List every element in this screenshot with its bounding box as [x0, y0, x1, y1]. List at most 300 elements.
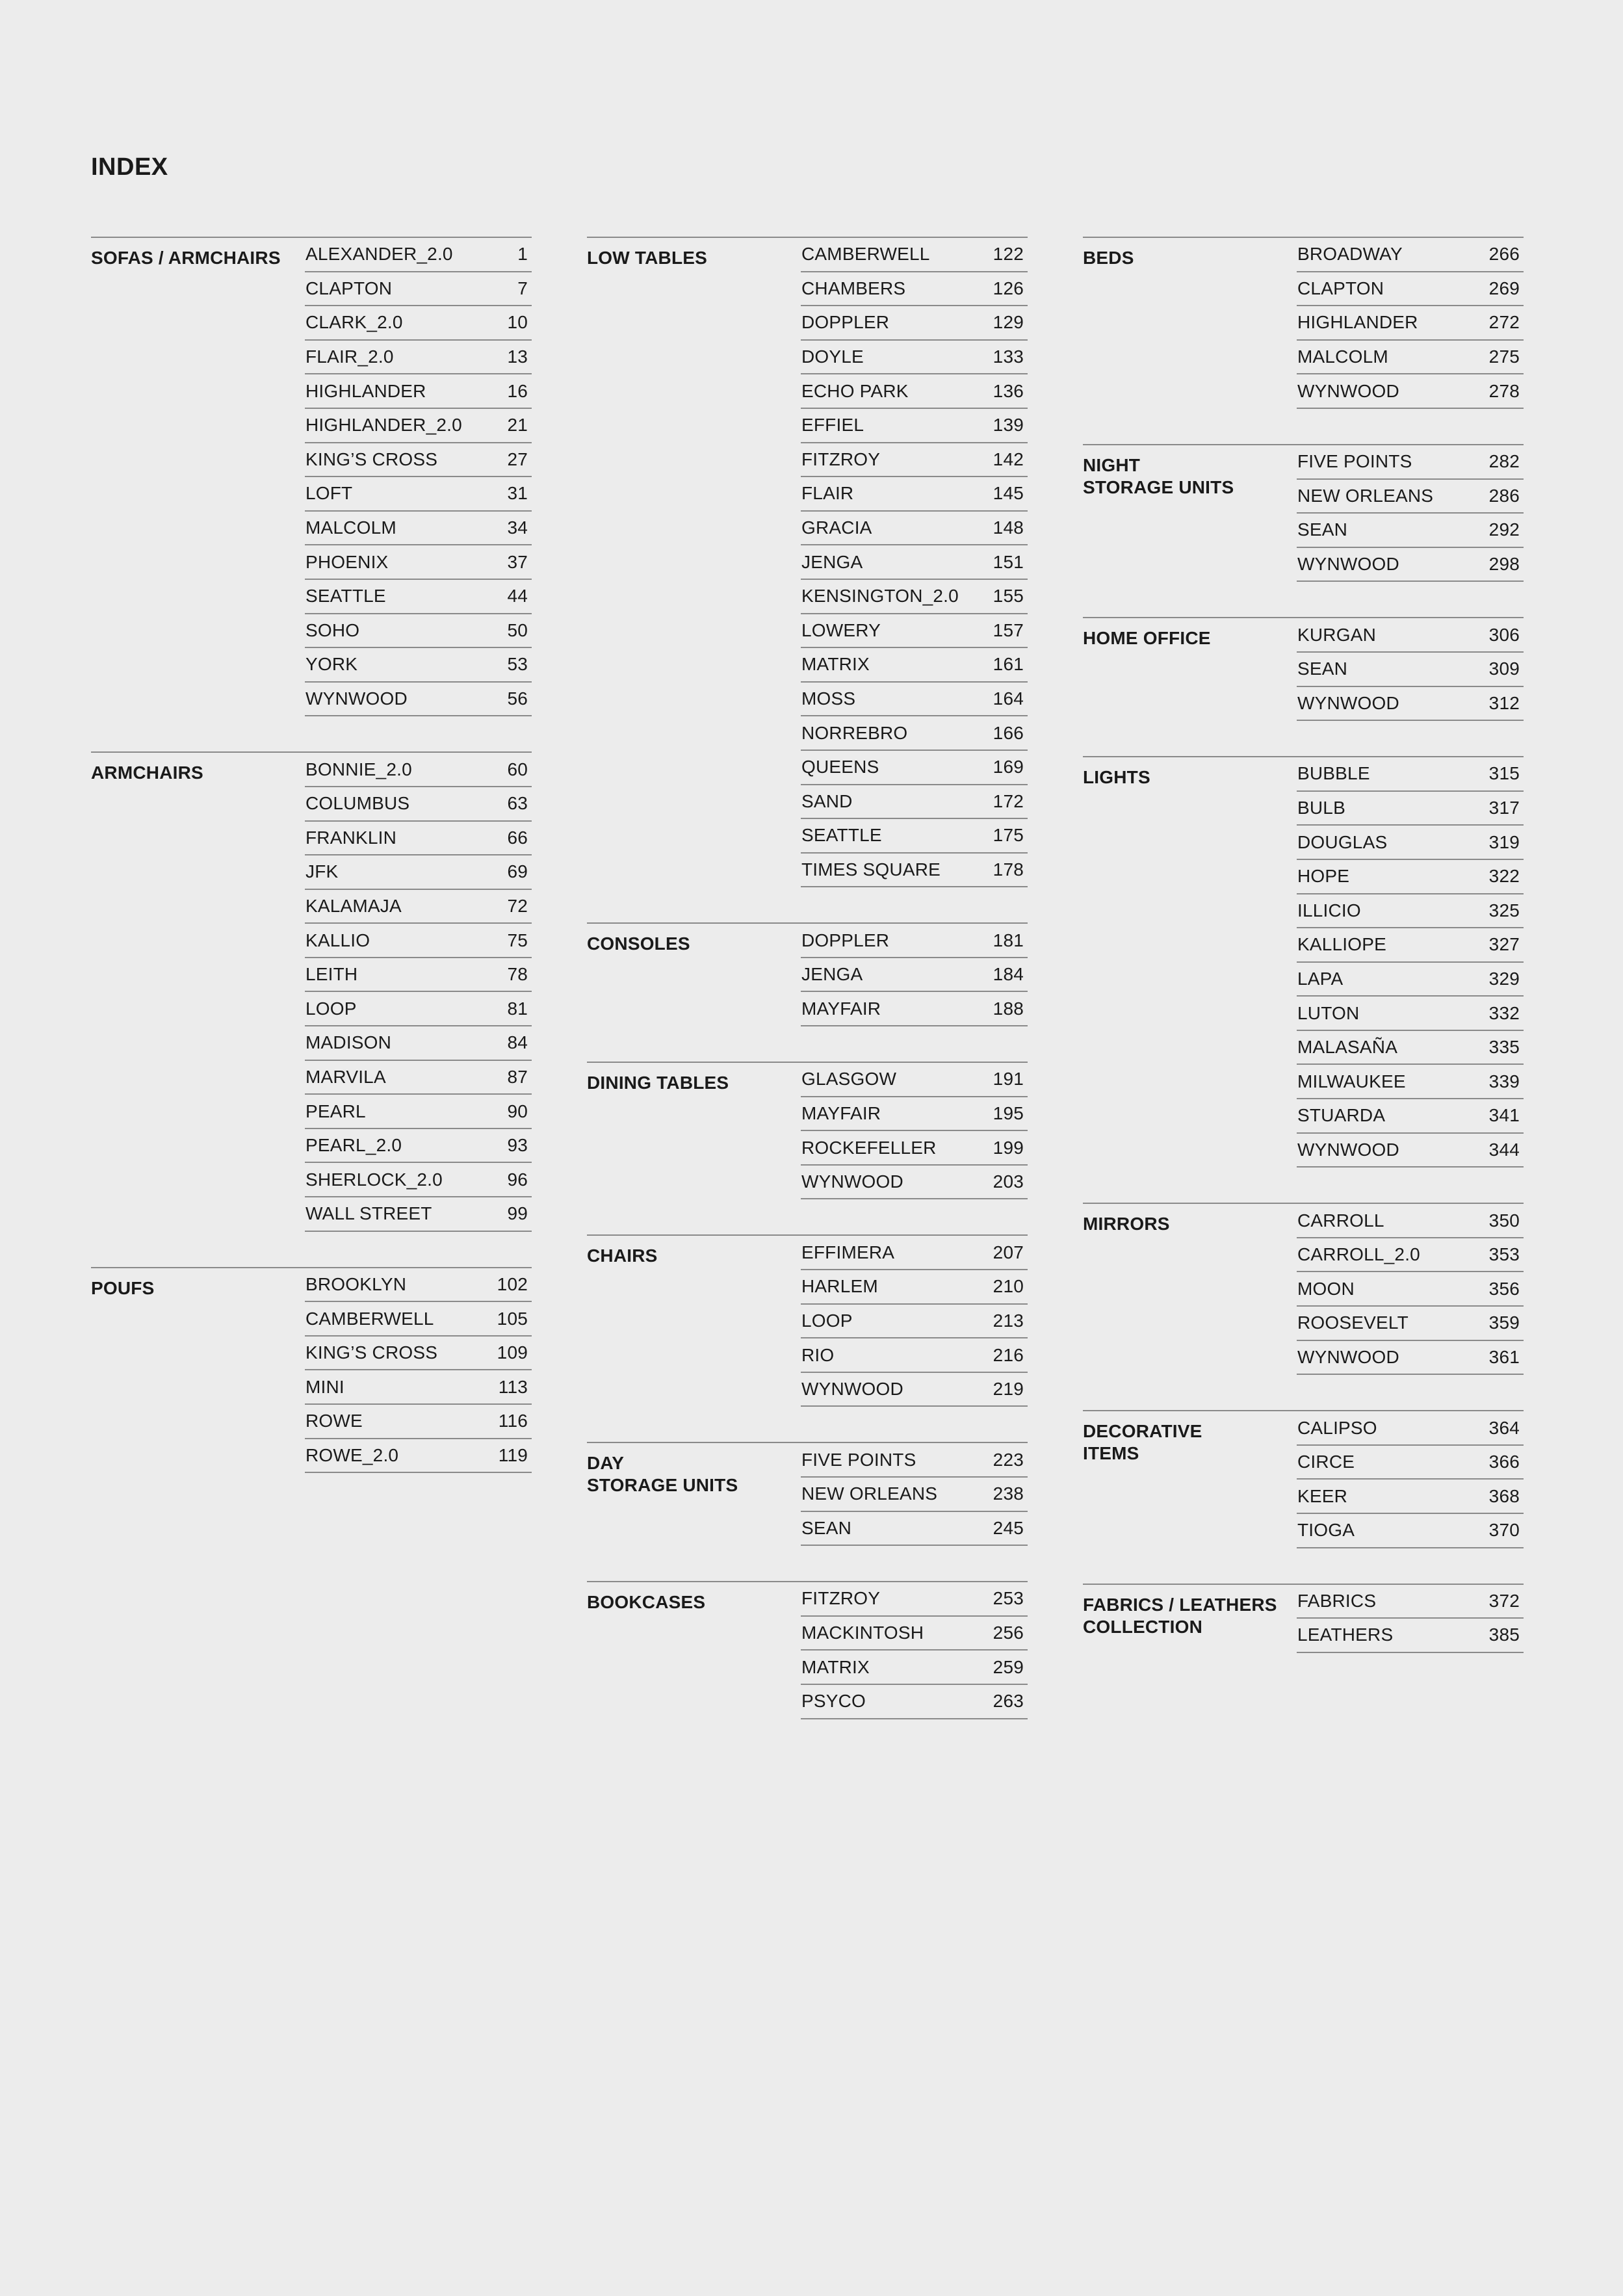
- entry-page-number: 172: [993, 790, 1024, 811]
- entry-page-number: 21: [507, 415, 528, 436]
- entry-page-number: 161: [993, 654, 1024, 675]
- entry-page-number: 13: [507, 346, 528, 367]
- index-entry: [801, 819, 1028, 854]
- entry-page-number: 199: [993, 1137, 1024, 1158]
- index-entry: [305, 822, 532, 856]
- index-entry: [305, 683, 532, 717]
- section-title: DECORATIVE ITEMS: [1083, 1421, 1202, 1464]
- entry-page-number: 298: [1488, 554, 1520, 575]
- entry-page-number: 126: [993, 278, 1024, 298]
- index-entry: [305, 477, 532, 512]
- entry-page-number: 253: [993, 1588, 1024, 1609]
- entry-name: SHERLOCK_2.0: [305, 1169, 443, 1190]
- entry-list: [305, 238, 532, 716]
- index-entry: [801, 512, 1028, 546]
- entry-name: KALLIOPE: [1297, 934, 1387, 955]
- index-entry: [801, 1512, 1028, 1546]
- entry-name: RIO: [801, 1344, 835, 1365]
- index-entry: [801, 545, 1028, 580]
- section-title: SOFAS / ARMCHAIRS: [91, 248, 281, 268]
- entry-page-number: 37: [507, 551, 528, 572]
- entry-page-number: 359: [1488, 1312, 1520, 1333]
- index-section-fabrics-leathers-collection: [1083, 1584, 1524, 1653]
- entry-page-number: 292: [1488, 519, 1520, 540]
- index-entry: [305, 1337, 532, 1371]
- index-entry: [801, 1617, 1028, 1651]
- index-entry: [1297, 480, 1524, 514]
- index-entry: [801, 306, 1028, 341]
- entry-name: KURGAN: [1297, 624, 1376, 645]
- entry-name: KING’S CROSS: [305, 449, 438, 469]
- index-section-day-storage-units: [587, 1442, 1028, 1546]
- entry-name: BUBBLE: [1297, 763, 1370, 784]
- entry-page-number: 175: [993, 825, 1024, 846]
- section-title: BEDS: [1083, 248, 1134, 268]
- entry-name: KALAMAJA: [305, 895, 402, 916]
- index-entry: [305, 648, 532, 683]
- entry-page-number: 113: [498, 1376, 528, 1397]
- index-entry: [801, 1305, 1028, 1339]
- index-entry: [1297, 1514, 1524, 1548]
- index-entry: [305, 512, 532, 546]
- entry-list: [1297, 238, 1524, 409]
- entry-page-number: 34: [507, 517, 528, 538]
- entry-name: WYNWOOD: [1297, 1346, 1399, 1367]
- entry-page-number: 188: [993, 998, 1024, 1019]
- index-entry: [305, 1061, 532, 1095]
- entry-name: WYNWOOD: [1297, 692, 1399, 713]
- index-entry: [1297, 687, 1524, 722]
- index-entry: [801, 854, 1028, 888]
- entry-page-number: 272: [1488, 312, 1520, 333]
- index-entry: [801, 272, 1028, 307]
- entry-page-number: 69: [507, 861, 528, 882]
- index-section-sofas-armchairs: [91, 237, 532, 716]
- index-entry: [1297, 1585, 1524, 1619]
- entry-name: CAMBERWELL: [305, 1308, 434, 1329]
- entry-list: [305, 753, 532, 1231]
- index-entry: [305, 580, 532, 614]
- entry-name: LAPA: [1297, 968, 1344, 989]
- entry-name: ALEXANDER_2.0: [305, 244, 453, 265]
- entry-name: KALLIO: [305, 930, 370, 950]
- entry-page-number: 102: [497, 1273, 528, 1294]
- entry-name: BONNIE_2.0: [305, 759, 412, 779]
- index-entry: [801, 1373, 1028, 1407]
- index-entry: [305, 306, 532, 341]
- entry-page-number: 145: [993, 483, 1024, 504]
- index-entry: [801, 1097, 1028, 1132]
- entry-name: WALL STREET: [305, 1203, 432, 1224]
- entry-page-number: 50: [507, 620, 528, 640]
- index-entry: [305, 1163, 532, 1197]
- entry-page-number: 166: [993, 722, 1024, 743]
- entry-page-number: 259: [993, 1656, 1024, 1677]
- index-entry: [1297, 1134, 1524, 1168]
- entry-name: HOPE: [1297, 866, 1350, 887]
- entry-page-number: 195: [993, 1102, 1024, 1123]
- entry-page-number: 370: [1488, 1520, 1520, 1541]
- entry-list: [1297, 445, 1524, 582]
- entry-name: LOWERY: [801, 620, 881, 640]
- entry-name: YORK: [305, 654, 358, 675]
- entry-name: KING’S CROSS: [305, 1342, 438, 1363]
- entry-page-number: 278: [1488, 380, 1520, 401]
- entry-name: SEATTLE: [801, 825, 882, 846]
- entry-page-number: 263: [993, 1691, 1024, 1712]
- index-entry: [305, 787, 532, 822]
- entry-page-number: 245: [993, 1517, 1024, 1538]
- entry-page-number: 155: [993, 586, 1024, 607]
- section-title: CHAIRS: [587, 1246, 658, 1266]
- entry-page-number: 372: [1488, 1590, 1520, 1611]
- index-entry: [1297, 792, 1524, 826]
- entry-name: MARVILA: [305, 1066, 386, 1087]
- section-title: HOME OFFICE: [1083, 628, 1211, 649]
- entry-page-number: 75: [507, 930, 528, 950]
- index-entry: [801, 1443, 1028, 1478]
- index-entry: [305, 238, 532, 272]
- index-entry: [801, 958, 1028, 993]
- entry-name: GLASGOW: [801, 1069, 897, 1089]
- index-entry: [1297, 1065, 1524, 1099]
- index-entry: [801, 924, 1028, 958]
- index-section-decorative-items: [1083, 1410, 1524, 1548]
- entry-name: MALCOLM: [305, 517, 396, 538]
- index-entry: [1297, 963, 1524, 997]
- section-title: ARMCHAIRS: [91, 763, 203, 783]
- entry-page-number: 317: [1488, 798, 1520, 818]
- entry-page-number: 207: [993, 1242, 1024, 1262]
- entry-name: CIRCE: [1297, 1452, 1355, 1472]
- entry-name: FITZROY: [801, 449, 881, 469]
- entry-name: HIGHLANDER: [305, 380, 426, 401]
- index-entry: [1297, 1031, 1524, 1065]
- entry-name: FIVE POINTS: [1297, 451, 1412, 472]
- entry-list: [801, 1582, 1028, 1719]
- index-entry: [801, 1582, 1028, 1617]
- entry-page-number: 72: [507, 895, 528, 916]
- index-entry: [1297, 1619, 1524, 1653]
- entry-name: SOHO: [305, 620, 360, 640]
- index-entry: [305, 374, 532, 409]
- entry-name: FITZROY: [801, 1588, 881, 1609]
- entry-name: CALIPSO: [1297, 1417, 1377, 1438]
- entry-name: MAYFAIR: [801, 998, 881, 1019]
- entry-page-number: 266: [1488, 244, 1520, 265]
- entry-page-number: 325: [1488, 900, 1520, 920]
- index-entry: [801, 614, 1028, 649]
- index-entry: [1297, 928, 1524, 963]
- index-entry: [305, 341, 532, 375]
- entry-name: NORREBRO: [801, 722, 908, 743]
- entry-page-number: 63: [507, 793, 528, 814]
- entry-list: [801, 1063, 1028, 1199]
- entry-name: EFFIMERA: [801, 1242, 895, 1262]
- entry-page-number: 109: [497, 1342, 528, 1363]
- section-title: LOW TABLES: [587, 248, 708, 268]
- index-entry: [801, 341, 1028, 375]
- entry-name: KEER: [1297, 1485, 1348, 1506]
- entry-page-number: 319: [1488, 831, 1520, 852]
- index-entry: [305, 1026, 532, 1061]
- section-title: FABRICS / LEATHERS COLLECTION: [1083, 1594, 1277, 1637]
- entry-page-number: 151: [993, 551, 1024, 572]
- index-entry: [801, 238, 1028, 272]
- index-column-2: [587, 237, 1028, 1755]
- index-entry: [801, 1270, 1028, 1305]
- index-column-1: [91, 237, 532, 1508]
- entry-page-number: 84: [507, 1032, 528, 1053]
- index-section-home-office: [1083, 617, 1524, 721]
- entry-page-number: 350: [1488, 1210, 1520, 1231]
- index-entry: [1297, 653, 1524, 687]
- section-title: NIGHT STORAGE UNITS: [1083, 454, 1234, 497]
- entry-name: DOPPLER: [801, 312, 890, 333]
- entry-page-number: 93: [507, 1135, 528, 1156]
- entry-name: LOOP: [305, 998, 357, 1019]
- index-entry: [1297, 1307, 1524, 1341]
- index-entry: [305, 992, 532, 1026]
- entry-page-number: 219: [993, 1379, 1024, 1400]
- index-entry: [305, 1405, 532, 1439]
- entry-name: ROOSEVELT: [1297, 1312, 1409, 1333]
- entry-name: MATRIX: [801, 654, 870, 675]
- index-entry: [305, 614, 532, 649]
- index-entry: [1297, 618, 1524, 653]
- entry-name: HIGHLANDER_2.0: [305, 415, 462, 436]
- entry-page-number: 122: [993, 244, 1024, 265]
- entry-name: DOYLE: [801, 346, 864, 367]
- entry-page-number: 275: [1488, 346, 1520, 367]
- entry-name: WYNWOOD: [1297, 380, 1399, 401]
- entry-name: GRACIA: [801, 517, 872, 538]
- entry-page-number: 78: [507, 964, 528, 985]
- entry-name: CHAMBERS: [801, 278, 906, 298]
- entry-name: MATRIX: [801, 1656, 870, 1677]
- index-entry: [1297, 272, 1524, 307]
- index-entry: [1297, 1341, 1524, 1376]
- entry-name: LEATHERS: [1297, 1624, 1394, 1645]
- index-entry: [305, 1439, 532, 1474]
- entry-page-number: 16: [507, 380, 528, 401]
- index-section-chairs: [587, 1234, 1028, 1407]
- entry-name: MOON: [1297, 1278, 1355, 1299]
- entry-name: MAYFAIR: [801, 1102, 881, 1123]
- entry-name: MADISON: [305, 1032, 392, 1053]
- entry-name: SEAN: [1297, 519, 1348, 540]
- entry-name: FABRICS: [1297, 1590, 1377, 1611]
- entry-page-number: 327: [1488, 934, 1520, 955]
- entry-page-number: 329: [1488, 968, 1520, 989]
- page-title: INDEX: [91, 153, 168, 181]
- entry-name: MILWAUKEE: [1297, 1071, 1406, 1091]
- entry-list: [1297, 757, 1524, 1168]
- index-entry: [1297, 514, 1524, 548]
- index-entry: [305, 1129, 532, 1164]
- entry-name: ROWE_2.0: [305, 1444, 399, 1465]
- entry-name: MALCOLM: [1297, 346, 1388, 367]
- index-column-3: [1083, 237, 1524, 1688]
- entry-name: TIMES SQUARE: [801, 859, 941, 880]
- entry-list: [801, 1236, 1028, 1407]
- entry-name: MOSS: [801, 688, 856, 709]
- entry-page-number: 210: [993, 1276, 1024, 1297]
- entry-name: FLAIR: [801, 483, 854, 504]
- index-entry: [1297, 1480, 1524, 1514]
- index-section-dining-tables: [587, 1062, 1028, 1199]
- entry-name: FRANKLIN: [305, 827, 397, 848]
- entry-page-number: 238: [993, 1483, 1024, 1504]
- entry-page-number: 56: [507, 688, 528, 709]
- entry-page-number: 87: [507, 1066, 528, 1087]
- entry-name: MALASAÑA: [1297, 1037, 1398, 1058]
- section-title: POUFS: [91, 1277, 155, 1298]
- entry-page-number: 361: [1488, 1346, 1520, 1367]
- entry-name: SEAN: [1297, 659, 1348, 679]
- section-title: MIRRORS: [1083, 1214, 1170, 1234]
- entry-page-number: 90: [507, 1101, 528, 1121]
- entry-name: JENGA: [801, 964, 863, 985]
- index-entry: [801, 683, 1028, 717]
- section-title: CONSOLES: [587, 933, 690, 954]
- index-entry: [1297, 1099, 1524, 1134]
- index-entry: [1297, 1272, 1524, 1307]
- entry-name: PEARL_2.0: [305, 1135, 402, 1156]
- entry-name: SEAN: [801, 1517, 852, 1538]
- index-entry: [1297, 1238, 1524, 1273]
- index-section-beds: [1083, 237, 1524, 409]
- index-entry: [801, 374, 1028, 409]
- index-section-consoles: [587, 922, 1028, 1026]
- entry-name: CARROLL: [1297, 1210, 1384, 1231]
- entry-page-number: 312: [1488, 692, 1520, 713]
- entry-name: PHOENIX: [305, 551, 389, 572]
- entry-name: ROWE: [305, 1411, 363, 1431]
- entry-page-number: 53: [507, 654, 528, 675]
- entry-page-number: 286: [1488, 485, 1520, 506]
- index-entry: [801, 1650, 1028, 1685]
- entry-page-number: 60: [507, 759, 528, 779]
- entry-name: CAMBERWELL: [801, 244, 930, 265]
- entry-name: HIGHLANDER: [1297, 312, 1418, 333]
- index-section-bookcases: [587, 1581, 1028, 1719]
- entry-name: SEATTLE: [305, 586, 386, 607]
- index-entry: [801, 1478, 1028, 1512]
- index-entry: [801, 716, 1028, 751]
- index-entry: [1297, 445, 1524, 480]
- index-entry: [305, 545, 532, 580]
- index-entry: [305, 443, 532, 478]
- entry-name: HARLEM: [801, 1276, 878, 1297]
- entry-page-number: 81: [507, 998, 528, 1019]
- index-entry: [305, 924, 532, 958]
- index-entry: [1297, 826, 1524, 860]
- index-entry: [305, 855, 532, 890]
- entry-page-number: 133: [993, 346, 1024, 367]
- entry-name: ECHO PARK: [801, 380, 909, 401]
- entry-page-number: 139: [993, 415, 1024, 436]
- index-section-night-storage-units: [1083, 444, 1524, 582]
- entry-page-number: 148: [993, 517, 1024, 538]
- entry-page-number: 213: [993, 1310, 1024, 1331]
- entry-page-number: 119: [498, 1444, 528, 1465]
- index-entry: [801, 477, 1028, 512]
- entry-page-number: 364: [1488, 1417, 1520, 1438]
- entry-page-number: 339: [1488, 1071, 1520, 1091]
- entry-name: MINI: [305, 1376, 344, 1397]
- index-section-armchairs: [91, 751, 532, 1231]
- entry-name: JENGA: [801, 551, 863, 572]
- entry-page-number: 116: [498, 1411, 528, 1431]
- entry-name: QUEENS: [801, 757, 879, 777]
- entry-page-number: 341: [1488, 1105, 1520, 1126]
- entry-name: LEITH: [305, 964, 358, 985]
- index-entry: [1297, 548, 1524, 582]
- entry-list: [305, 1268, 532, 1474]
- entry-name: EFFIEL: [801, 415, 864, 436]
- entry-page-number: 269: [1488, 278, 1520, 298]
- entry-name: BULB: [1297, 798, 1345, 818]
- entry-name: LOFT: [305, 483, 353, 504]
- index-entry: [1297, 860, 1524, 894]
- entry-name: LOOP: [801, 1310, 853, 1331]
- index-entry: [305, 753, 532, 787]
- entry-name: WYNWOOD: [305, 688, 408, 709]
- entry-name: DOPPLER: [801, 930, 890, 950]
- entry-page-number: 322: [1488, 866, 1520, 887]
- entry-list: [1297, 1411, 1524, 1548]
- entry-name: TIOGA: [1297, 1520, 1355, 1541]
- entry-page-number: 27: [507, 449, 528, 469]
- section-title: LIGHTS: [1083, 767, 1150, 788]
- index-entry: [1297, 1411, 1524, 1446]
- index-entry: [305, 272, 532, 307]
- index-entry: [801, 1063, 1028, 1097]
- entry-name: ROCKEFELLER: [801, 1137, 937, 1158]
- entry-page-number: 142: [993, 449, 1024, 469]
- entry-name: KENSINGTON_2.0: [801, 586, 959, 607]
- index-entry: [801, 648, 1028, 683]
- index-entry: [801, 992, 1028, 1026]
- entry-name: BROOKLYN: [305, 1273, 407, 1294]
- entry-page-number: 385: [1488, 1624, 1520, 1645]
- entry-name: ILLICIO: [1297, 900, 1361, 920]
- index-entry: [1297, 1446, 1524, 1480]
- index-entry: [801, 1338, 1028, 1373]
- section-title: BOOKCASES: [587, 1592, 706, 1613]
- entry-name: SAND: [801, 790, 853, 811]
- section-title: DINING TABLES: [587, 1073, 729, 1093]
- index-entry: [1297, 374, 1524, 409]
- entry-page-number: 344: [1488, 1139, 1520, 1160]
- index-entry: [801, 1236, 1028, 1270]
- index-section-mirrors: [1083, 1203, 1524, 1375]
- index-entry: [801, 1685, 1028, 1719]
- entry-page-number: 10: [507, 312, 528, 333]
- entry-page-number: 105: [497, 1308, 528, 1329]
- entry-page-number: 157: [993, 620, 1024, 640]
- entry-name: CLAPTON: [305, 278, 393, 298]
- index-section-lights: [1083, 756, 1524, 1168]
- entry-page-number: 216: [993, 1344, 1024, 1365]
- entry-page-number: 191: [993, 1069, 1024, 1089]
- entry-name: LUTON: [1297, 1002, 1360, 1023]
- entry-page-number: 129: [993, 312, 1024, 333]
- entry-name: CLARK_2.0: [305, 312, 403, 333]
- entry-page-number: 256: [993, 1623, 1024, 1643]
- entry-page-number: 66: [507, 827, 528, 848]
